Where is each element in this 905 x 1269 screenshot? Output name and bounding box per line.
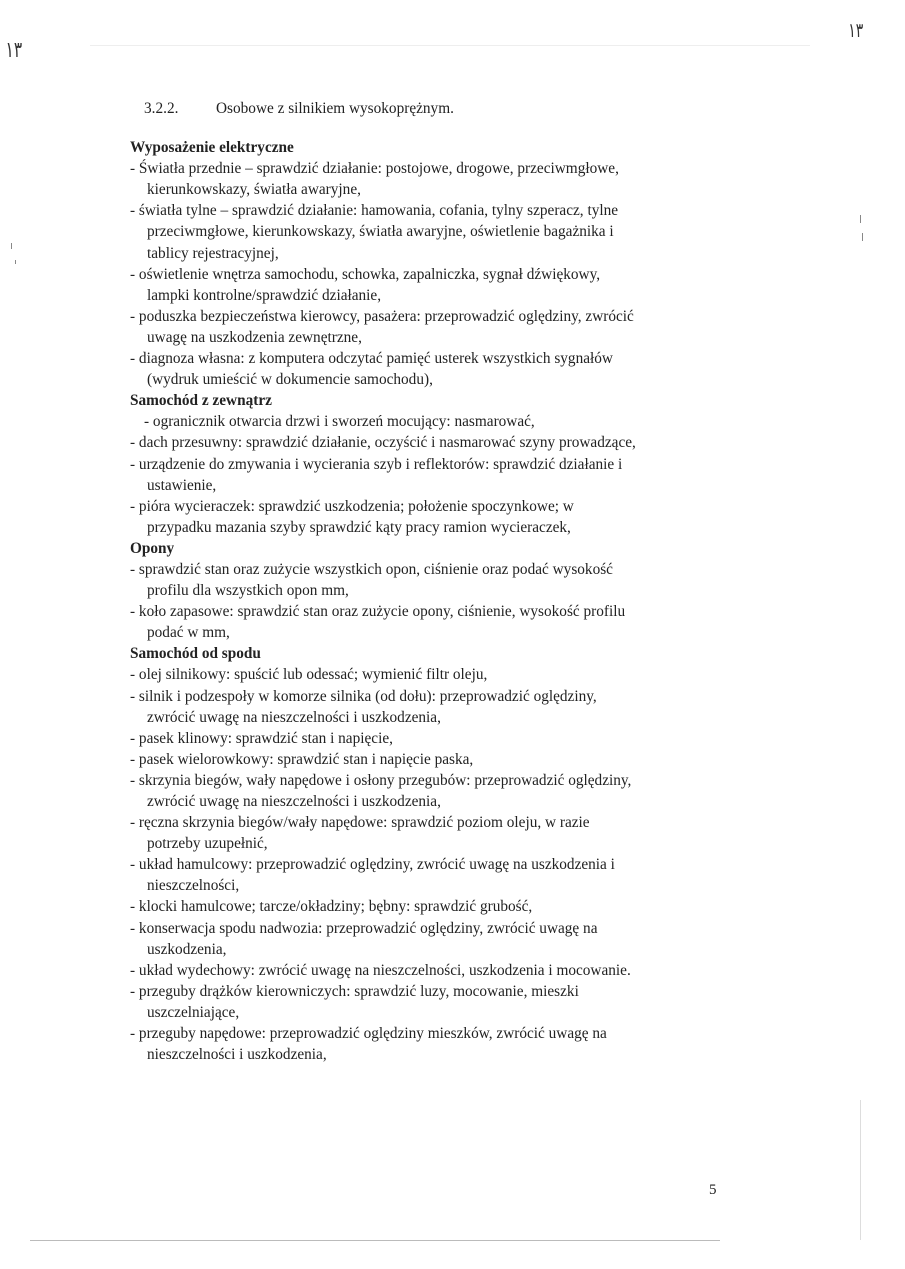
checklist-item xyxy=(130,749,730,770)
item-continuation-line: uwagę na uszkodzenia zewnętrzne, xyxy=(147,328,362,346)
item-first-line: - układ hamulcowy: przeprowadzić oględziny, zwrócić uwagę na uszkodzenia i xyxy=(130,856,615,874)
item-first-line: - dach przesuwny: sprawdzić działanie, oczyścić i nasmarować szyny prowadzące, xyxy=(130,434,636,452)
item-first-line: - poduszka bezpieczeństwa kierowcy, pasażera: przeprowadzić oględziny, zwrócić xyxy=(130,307,634,325)
item-first-line: - urządzenie do zmywania i wycierania szyb i reflektorów: sprawdzić działanie i xyxy=(130,455,623,473)
document-body xyxy=(130,98,730,1065)
item-continuation-line: przeciwmgłowe, kierunkowskazy, światła awaryjne, oświetlenie bagażnika i xyxy=(147,223,614,241)
item-continuation-line: lampki kontrolne/sprawdzić działanie, xyxy=(147,286,382,304)
item-continuation-line: przypadku mazania szyby sprawdzić kąty pracy ramion wycieraczek, xyxy=(147,518,571,536)
item-continuation-line: ustawienie, xyxy=(147,476,217,494)
checklist xyxy=(130,559,730,643)
checklist-item xyxy=(130,264,730,306)
section-number: 3.2.2. xyxy=(144,100,179,117)
item-first-line: - sprawdzić stan oraz zużycie wszystkich opon, ciśnienie oraz podać wysokość xyxy=(130,560,613,578)
checklist-item xyxy=(130,454,730,496)
section-heading xyxy=(144,98,730,119)
checklist xyxy=(130,411,730,538)
item-continuation-line: nieszczelności, xyxy=(147,877,240,895)
item-first-line: - przeguby drążków kierowniczych: sprawdzić luzy, mocowanie, mieszki xyxy=(130,982,579,1000)
checklist-item xyxy=(130,559,730,601)
scan-speck xyxy=(860,215,861,223)
checklist-item xyxy=(130,960,730,981)
item-first-line: - konserwacja spodu nadwozia: przeprowadzić oględziny, zwrócić uwagę na xyxy=(130,919,598,937)
item-continuation-line: (wydruk umieścić w dokumencie samochodu), xyxy=(147,371,433,389)
checklist-item xyxy=(130,728,730,749)
scan-speck xyxy=(11,243,12,249)
item-first-line: - oświetlenie wnętrza samochodu, schowka, zapalniczka, sygnał dźwiękowy, xyxy=(130,265,601,283)
item-first-line: - skrzynia biegów, wały napędowe i osłony przegubów: przeprowadzić oględziny, xyxy=(130,771,632,789)
item-first-line: - diagnoza własna: z komputera odczytać pamięć usterek wszystkich sygnałów xyxy=(130,350,613,368)
item-continuation-line: tablicy rejestracyjnej, xyxy=(147,244,279,262)
item-continuation-line: uszkodzenia, xyxy=(147,940,227,958)
checklist-item xyxy=(130,306,730,348)
item-first-line: - pasek klinowy: sprawdzić stan i napięcie, xyxy=(130,729,393,747)
item-continuation-line: zwrócić uwagę na nieszczelności i uszkodzenia, xyxy=(147,793,441,810)
item-first-line: - olej silnikowy: spuścić lub odessać; wymienić filtr oleju, xyxy=(130,666,488,684)
item-first-line: - ogranicznik otwarcia drzwi i sworzeń mocujący: nasmarować, xyxy=(144,413,535,431)
checklist xyxy=(130,664,730,1065)
item-first-line: - ręczna skrzynia biegów/wały napędowe: sprawdzić poziom oleju, w razie xyxy=(130,814,590,832)
item-continuation-line: podać w mm, xyxy=(147,624,230,642)
checklist-item xyxy=(130,981,730,1023)
scan-edge-line xyxy=(860,1100,861,1240)
item-first-line: - Światła przednie – sprawdzić działanie: postojowe, drogowe, przeciwmgłowe, xyxy=(130,160,619,178)
checklist-item xyxy=(130,664,730,685)
checklist-item xyxy=(130,601,730,643)
item-continuation-line: potrzeby uzupełnić, xyxy=(147,835,268,853)
checklist-item xyxy=(130,812,730,854)
item-continuation-line: uszczelniające, xyxy=(147,1003,240,1021)
item-first-line: - światła tylne – sprawdzić działanie: hamowania, cofania, tylny szperacz, tylne xyxy=(130,202,619,220)
item-first-line: - pasek wielorowkowy: sprawdzić stan i napięcie paska, xyxy=(130,750,474,768)
scan-top-line xyxy=(90,45,810,46)
checklist-item xyxy=(130,896,730,917)
checklist-item xyxy=(130,348,730,390)
checklist-item xyxy=(130,158,730,200)
checklist-item xyxy=(130,496,730,538)
item-first-line: - klocki hamulcowe; tarcze/okładziny; bębny: sprawdzić grubość, xyxy=(130,898,533,916)
item-continuation-line: profilu dla wszystkich opon mm, xyxy=(147,582,349,600)
checklist-item xyxy=(130,918,730,960)
handwritten-page-mark-right: ١٣ xyxy=(848,18,864,42)
subsection-title: Opony xyxy=(130,539,175,557)
item-first-line: - koło zapasowe: sprawdzić stan oraz zużycie opony, ciśnienie, wysokość profilu xyxy=(130,603,626,621)
scan-speck xyxy=(15,260,16,264)
checklist-item xyxy=(130,770,730,812)
subsection-title: Samochód z zewnątrz xyxy=(130,392,272,410)
checklist-item xyxy=(130,1023,730,1065)
section-title: Osobowe z silnikiem wysokoprężnym. xyxy=(216,100,454,117)
checklist-item xyxy=(130,854,730,896)
item-first-line: - układ wydechowy: zwrócić uwagę na nieszczelności, uszkodzenia i mocowanie. xyxy=(130,961,631,979)
checklist-item xyxy=(130,432,730,453)
item-first-line: - przeguby napędowe: przeprowadzić oględziny mieszków, zwrócić uwagę na xyxy=(130,1025,607,1043)
handwritten-page-mark-left: ١٣ xyxy=(5,38,23,63)
scan-bottom-line xyxy=(30,1240,720,1241)
checklist-item xyxy=(130,200,730,263)
checklist xyxy=(130,158,730,390)
subsection-title: Samochód od spodu xyxy=(130,645,261,663)
item-continuation-line: kierunkowskazy, światła awaryjne, xyxy=(147,181,361,199)
checklist-item xyxy=(144,411,730,432)
subsection-title: Wyposażenie elektryczne xyxy=(130,139,294,157)
item-continuation-line: nieszczelności i uszkodzenia, xyxy=(147,1046,327,1064)
item-first-line: - pióra wycieraczek: sprawdzić uszkodzenia; położenie spoczynkowe; w xyxy=(130,497,574,515)
checklist-item xyxy=(130,686,730,728)
item-first-line: - silnik i podzespoły w komorze silnika (od dołu): przeprowadzić oględziny, xyxy=(130,687,597,705)
sections-container xyxy=(130,137,730,1065)
scan-speck xyxy=(862,233,863,241)
item-continuation-line: zwrócić uwagę na nieszczelności i uszkodzenia, xyxy=(147,708,441,726)
page-number: 5 xyxy=(709,1182,717,1198)
